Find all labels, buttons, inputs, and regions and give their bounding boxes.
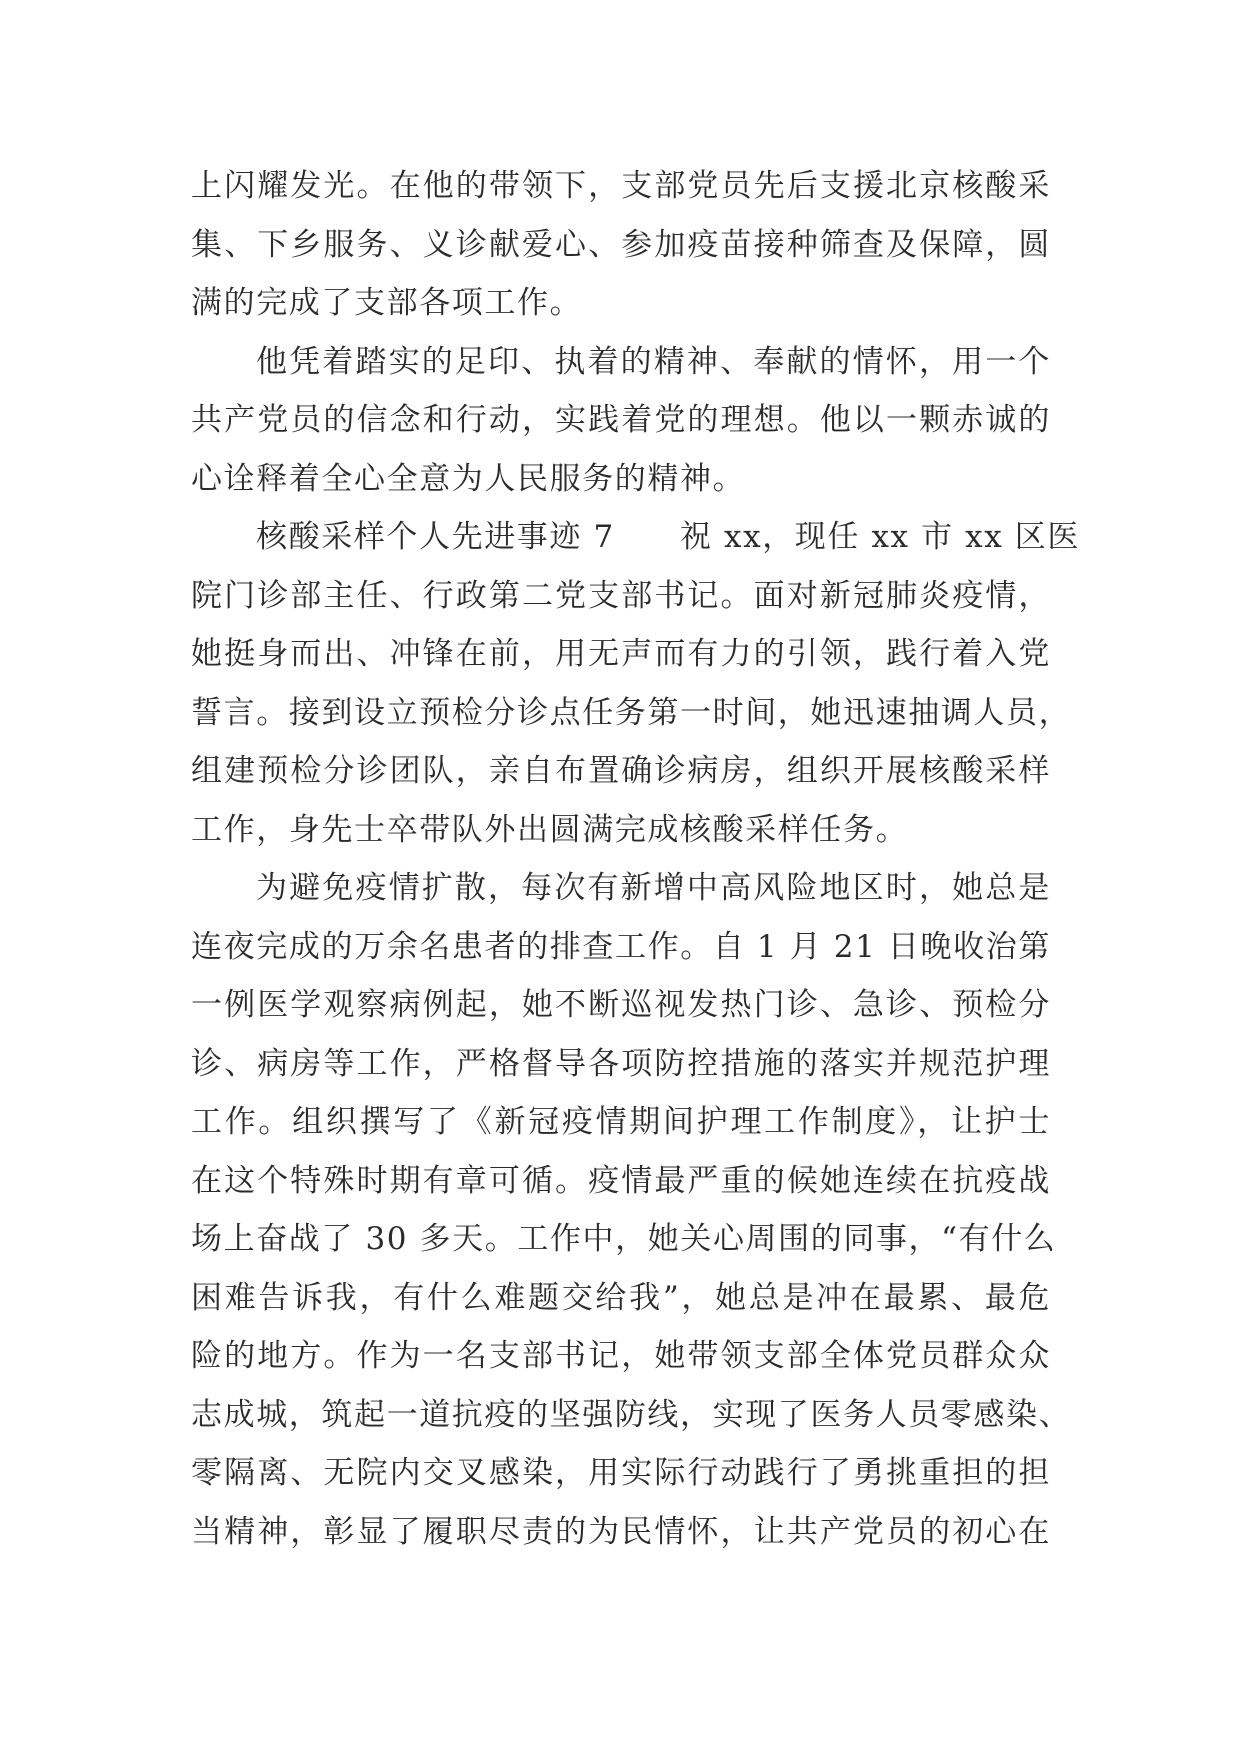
text-line: 工作。组织撰写了《新冠疫情期间护理工作制度》，让护士 xyxy=(191,1104,1051,1140)
paragraph-first-line: 他凭着踏实的足印、执着的精神、奉献的情怀，用一个 xyxy=(256,343,1051,380)
text-line: 险的地方。作为一名支部书记，她带领支部全体党员群众众 xyxy=(191,1338,1051,1374)
text-line: 共产党员的信念和行动，实践着党的理想。他以一颗赤诚的 xyxy=(191,402,1051,438)
text-line: 组建预检分诊团队，亲自布置确诊病房，组织开展核酸采样 xyxy=(191,753,1051,789)
text-line: 在这个特殊时期有章可循。疫情最严重的候她连续在抗疫战 xyxy=(191,1162,1051,1199)
text-line: 满的完成了支部各项工作。 xyxy=(191,285,583,321)
text-line: 一例医学观察病例起，她不断巡视发热门诊、急诊、预检分 xyxy=(191,987,1051,1023)
document-body xyxy=(191,157,1080,1561)
text-line: 集、下乡服务、义诊献爱心、参加疫苗接种筛查及保障，圆 xyxy=(191,226,1051,263)
text-line: 零隔离、无院内交叉感染，用实际行动践行了勇挑重担的担 xyxy=(191,1455,1051,1491)
paragraph-first-line: 为避免疫情扩散，每次有新增中高风险地区时，她总是 xyxy=(256,870,1051,906)
paragraph-first-line: 核酸采样个人先进事迹 7 祝 xx，现任 xx 市 xx 区医 xyxy=(256,519,1080,555)
text-line: 誓言。接到设立预检分诊点任务第一时间，她迅速抽调人员， xyxy=(191,694,1072,731)
text-line: 心诠释着全心全意为人民服务的精神。 xyxy=(191,460,746,497)
text-line: 场上奋战了 30 多天。工作中，她关心周围的同事，“有什么 xyxy=(191,1221,1057,1257)
text-line: 困难告诉我，有什么难题交给我”，她总是冲在最累、最危 xyxy=(191,1279,1051,1316)
text-line: 诊、病房等工作，严格督导各项防控措施的落实并规范护理 xyxy=(191,1045,1051,1082)
text-line: 志成城，筑起一道抗疫的坚强防线，实现了医务人员零感染、 xyxy=(191,1396,1072,1433)
text-line: 连夜完成的万余名患者的排查工作。自 1 月 21 日晚收治第 xyxy=(191,928,1051,965)
text-line: 工作，身先士卒带队外出圆满完成核酸采样任务。 xyxy=(191,811,909,848)
text-line: 当精神，彰显了履职尽责的为民情怀，让共产党员的初心在 xyxy=(191,1513,1051,1550)
text-line: 院门诊部主任、行政第二党支部书记。面对新冠肺炎疫情， xyxy=(191,577,1051,614)
text-line: 上闪耀发光。在他的带领下，支部党员先后支援北京核酸采 xyxy=(191,168,1051,204)
text-line: 她挺身而出、冲锋在前，用无声而有力的引领，践行着入党 xyxy=(191,636,1051,672)
